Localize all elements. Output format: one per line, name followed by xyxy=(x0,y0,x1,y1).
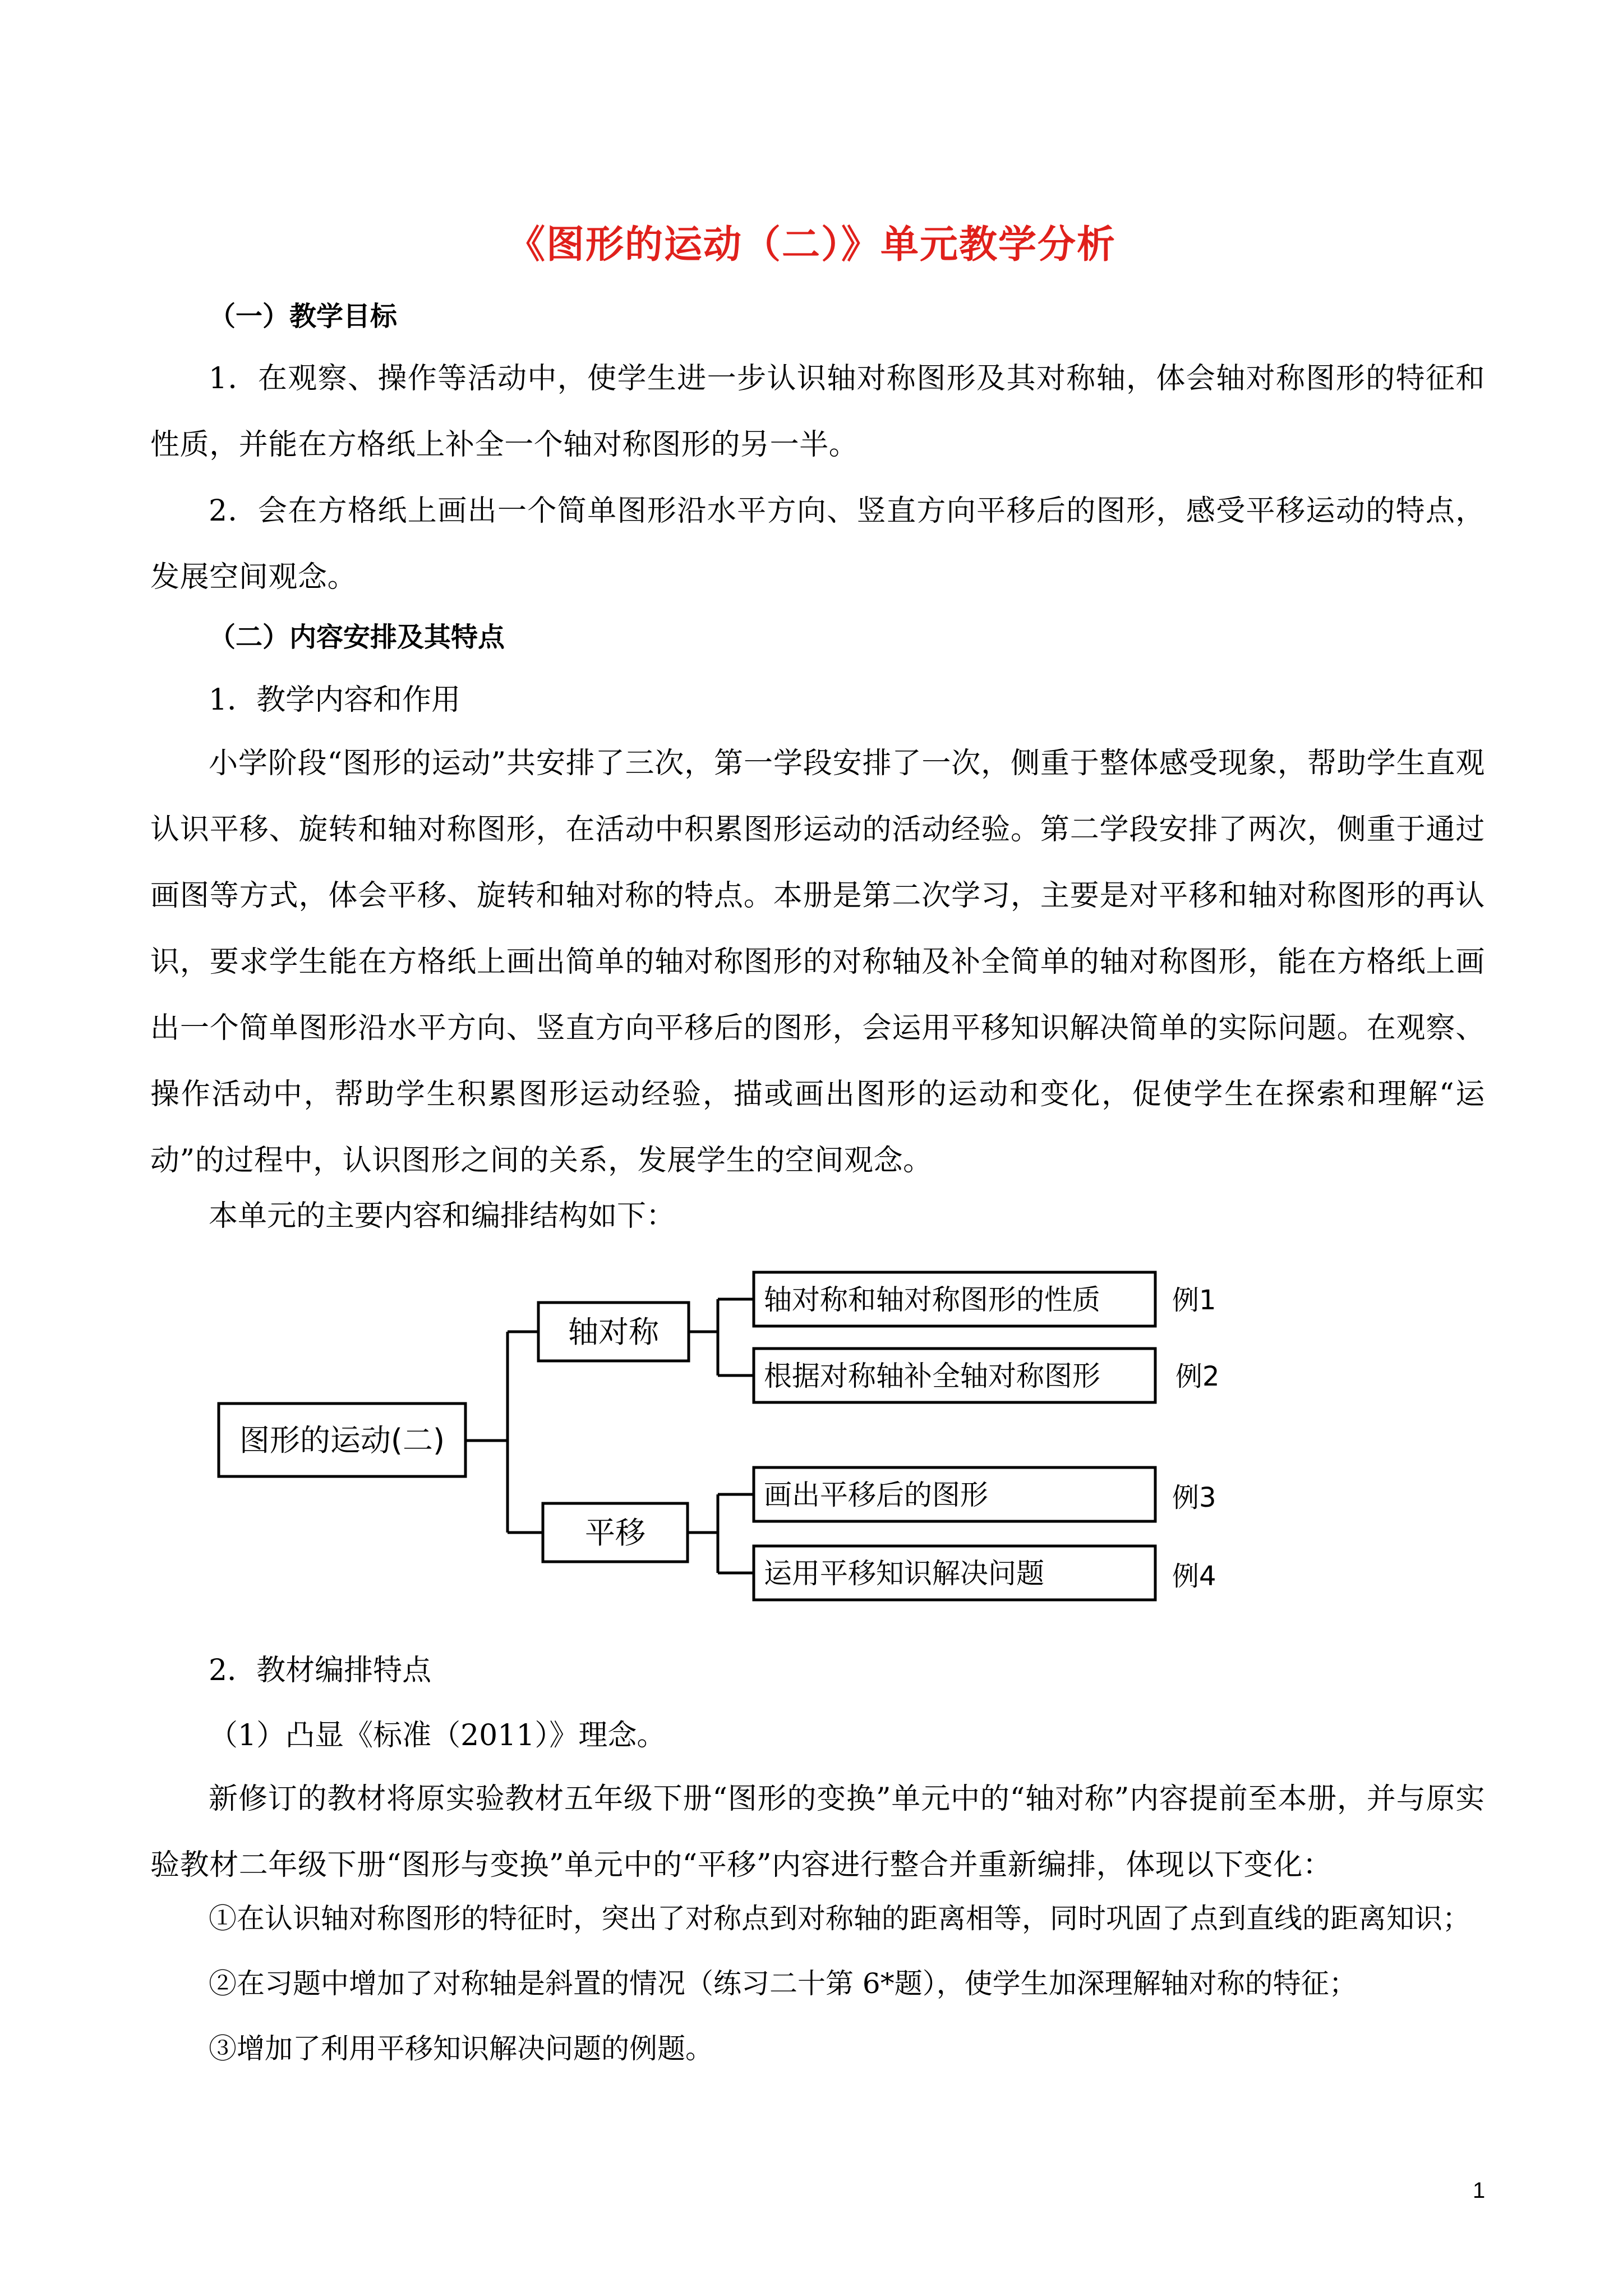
teaching-content-paragraph: 小学阶段“图形的运动”共安排了三次，第一学段安排了一次，侧重于整体感受现象，帮助学生直观认识平移、旋转和轴对称图形，在活动中积累图形运动的活动经验。第二学段安排了两次，侧重于通过画图等方式，体会平移、旋转和轴对称的特点。本册是第二次学习，主要是对平移和轴对称图形的再认识，要求学生能在方格纸上画出简单的轴对称图形的对称轴及补全简单的轴对称图形，能在方格纸上画出一个简单图形沿水平方向、竖直方向平移后的图形，会运用平移知识解决简单的实际问题。在观察、操作活动中，帮助学生积累图形运动经验，描或画出图形的运动和变化，促使学生在探索和理解“运动”的过程中，认识图形之间的关系，发展学生的空间观念。 xyxy=(150,747,1485,1177)
document-title: 《图形的运动（二）》单元教学分析 xyxy=(506,222,1116,267)
diagram-example-label-3: 例3 xyxy=(1172,1482,1216,1513)
section-heading-teaching-goals: （一）教学目标 xyxy=(209,301,398,332)
subheading-standard-concept: （1）凸显《标准（2011）》理念。 xyxy=(209,1719,666,1752)
diagram-branch-label-axial-symmetry: 轴对称 xyxy=(568,1314,659,1350)
subheading-textbook-features: 2．教材编排特点 xyxy=(209,1654,432,1687)
page-number: 1 xyxy=(1473,2178,1486,2203)
diagram-intro-text: 本单元的主要内容和编排结构如下： xyxy=(209,1199,676,1233)
diagram-leaf-text-1: 轴对称和轴对称图形的性质 xyxy=(764,1283,1100,1316)
diagram-root-label: 图形的运动(二) xyxy=(239,1423,445,1458)
section-heading-content-arrangement: （二）内容安排及其特点 xyxy=(209,622,505,653)
diagram-example-label-4: 例4 xyxy=(1172,1561,1216,1592)
change-item-2: ②在习题中增加了对称轴是斜置的情况（练习二十第 6*题），使学生加深理解轴对称的特征； xyxy=(209,1967,1357,2000)
diagram-leaf-text-2: 根据对称轴补全轴对称图形 xyxy=(764,1360,1100,1392)
goal-1-paragraph: 1．在观察、操作等活动中，使学生进一步认识轴对称图形及其对称轴，体会轴对称图形的特征和性质，并能在方格纸上补全一个轴对称图形的另一半。 xyxy=(150,362,1485,462)
textbook-revision-paragraph: 新修订的教材将原实验教材五年级下册“图形的变换”单元中的“轴对称”内容提前至本册，并与原实验教材二年级下册“图形与变换”单元中的“平移”内容进行整合并重新编排，体现以下变化： xyxy=(150,1782,1485,1882)
subheading-teaching-content: 1．教学内容和作用 xyxy=(209,683,461,717)
diagram-branch-label-translation: 平移 xyxy=(585,1515,645,1550)
diagram-example-label-1: 例1 xyxy=(1172,1285,1216,1316)
diagram-example-label-2: 例2 xyxy=(1175,1361,1220,1392)
diagram-leaf-text-4: 运用平移知识解决问题 xyxy=(764,1557,1044,1590)
change-item-3: ③增加了利用平移知识解决问题的例题。 xyxy=(209,2032,713,2065)
diagram-leaf-text-3: 画出平移后的图形 xyxy=(764,1479,988,1511)
goal-2-paragraph: 2．会在方格纸上画出一个简单图形沿水平方向、竖直方向平移后的图形，感受平移运动的特点，发展空间观念。 xyxy=(150,494,1485,594)
change-item-1: ①在认识轴对称图形的特征时，突出了对称点到对称轴的距离相等，同时巩固了点到直线的距离知识； xyxy=(209,1902,1470,1935)
